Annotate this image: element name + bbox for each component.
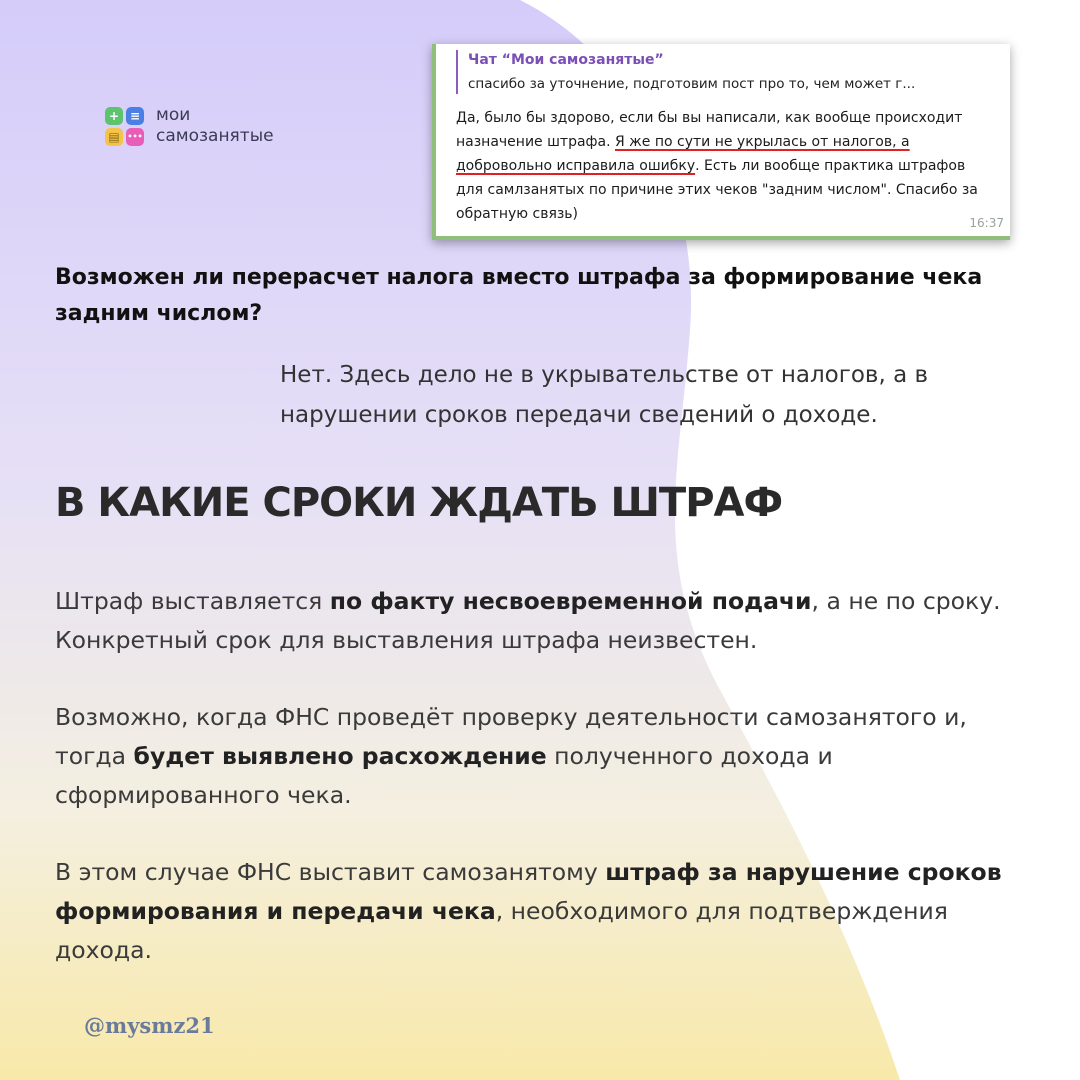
social-handle: @mysmz21 <box>84 1013 215 1038</box>
question-title: Возможен ли перерасчет налога вместо штрафа за формирование чека задним числом? <box>55 265 983 326</box>
paragraph-1-bold: по факту несвоевременной подачи <box>329 587 812 615</box>
brand-logo <box>105 105 274 147</box>
paragraph-1-text: Штраф выставляется <box>55 587 330 615</box>
chat-message <box>456 106 996 226</box>
paragraph-3-tail: , необходимого для подтверждения дохода. <box>55 897 948 964</box>
paragraph-1-tail: , а не по сроку. Конкретный срок для выставления штрафа неизвестен. <box>55 587 1001 654</box>
paragraph-3 <box>55 853 1045 970</box>
logo-icon <box>105 107 144 146</box>
paragraph-3-text: В этом случае ФНС выставит самозанятому <box>55 858 606 886</box>
chat-timestamp: 16:37 <box>969 216 1004 230</box>
section-heading: В КАКИЕ СРОКИ ЖДАТЬ ШТРАФ <box>55 480 783 526</box>
chat-message-part1: Да, было бы здорово, если бы вы написали, как вообще происходит назначение штрафа. <box>456 110 963 150</box>
chat-quoted-message: спасибо за уточнение, подготовим пост про то, чем может г... <box>468 76 916 92</box>
chat-title: Чат “Мои самозанятые” <box>468 52 664 68</box>
paragraph-2 <box>55 698 1045 815</box>
paragraph-3-bold: штраф за нарушение сроков формирования и передачи чека <box>55 858 1002 925</box>
logo-tile-chat-icon: ••• <box>126 128 144 146</box>
chat-reply-quote <box>456 50 915 94</box>
paragraph-2-bold: будет выявлено расхождение <box>133 742 547 770</box>
chat-message-part2: . Есть ли вообще практика штрафов для самлзанятых по причине этих чеков "задним числом". Спасибо за обратную связь) <box>456 158 978 222</box>
logo-tile-list-icon: ≡ <box>126 107 144 125</box>
paragraph-2-tail: полученного дохода и сформированного чека. <box>55 742 833 809</box>
paragraph-2-text: Возможно, когда ФНС проведёт проверку деятельности самозанятого и, тогда <box>55 703 967 770</box>
logo-text <box>156 105 274 147</box>
logo-tile-doc-icon: ▤ <box>105 128 123 146</box>
logo-line-1: мои <box>156 105 191 125</box>
chat-message-highlight: Я же по сути не укрылась от налогов, а добровольно исправила ошибку <box>456 134 910 174</box>
logo-line-2: самозанятые <box>156 126 274 146</box>
answer-text: Нет. Здесь дело не в укрывательстве от налогов, а в нарушении сроков передачи сведений о доходе. <box>280 362 929 428</box>
paragraph-1 <box>55 582 1045 660</box>
chat-screenshot <box>432 44 1010 240</box>
logo-tile-plus-icon: + <box>105 107 123 125</box>
